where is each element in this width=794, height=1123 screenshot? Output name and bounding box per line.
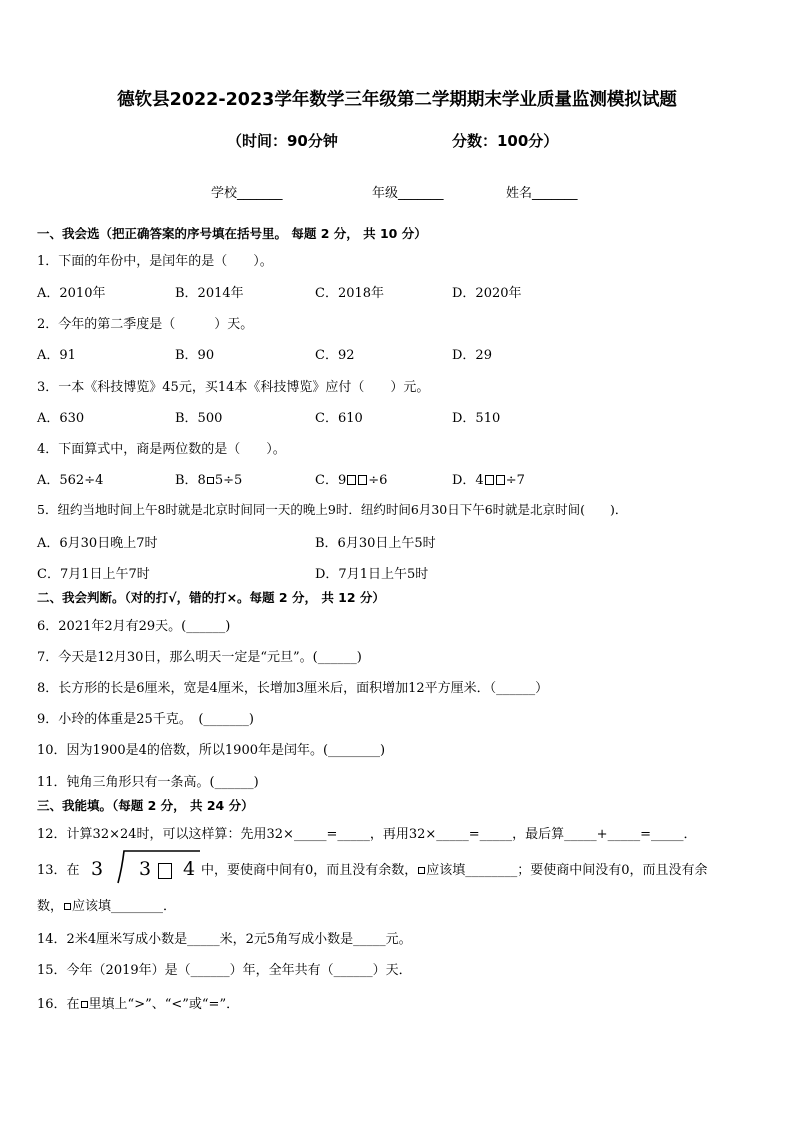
q2-option-b: B．90 <box>175 348 215 363</box>
question-9: 9．小玲的体重是25千克。 (_______) <box>37 712 254 727</box>
question-4: 4．下面算式中，商是两位数的是（ ）。 <box>37 442 286 457</box>
q3-option-b: B．500 <box>175 411 223 426</box>
q5-option-b: B．6月30日上午5时 <box>315 536 436 551</box>
q2-option-d: D．29 <box>452 348 492 363</box>
blank-box-icon <box>64 903 71 910</box>
question-16: 16．在 里填上“>”、“<”或“=”． <box>37 997 240 1012</box>
question-1: 1．下面的年份中，是闰年的是（ ）。 <box>37 254 273 269</box>
q4-option-d: D．4 ÷7 <box>452 473 525 488</box>
dividend-digit-1: 3 <box>139 858 152 880</box>
q5-option-a: A．6月30日晚上7时 <box>37 536 158 551</box>
blank-box-icon <box>418 867 425 874</box>
q1-option-c: C．2018年 <box>315 286 385 301</box>
q1-option-a: A．2010年 <box>37 286 106 301</box>
question-14: 14．2米4厘米写成小数是_____米，2元5角写成小数是_____元。 <box>37 932 412 947</box>
divisor: 3 <box>91 858 104 880</box>
q3-option-a: A．630 <box>37 411 85 426</box>
exam-score: 分数：100分） <box>452 132 559 150</box>
q3-option-d: D．510 <box>452 411 501 426</box>
exam-time: （时间：90分钟 <box>227 132 338 150</box>
school-field: 学校_______ <box>211 186 283 201</box>
question-13-number: 13．在 <box>37 863 80 878</box>
blank-box-icon <box>158 863 172 879</box>
question-10: 10．因为1900是4的倍数，所以1900年是闰年。(________) <box>37 743 386 758</box>
q1-option-d: D．2020年 <box>452 286 522 301</box>
blank-box-icon <box>81 1001 88 1008</box>
blank-box-icon <box>207 477 214 484</box>
q4-option-b: B．8 5÷5 <box>175 473 243 488</box>
question-3: 3．一本《科技博览》45元，买14本《科技博览》应付（ ）元。 <box>37 380 430 395</box>
question-2: 2．今年的第二季度是（ ）天。 <box>37 317 254 332</box>
q4-option-c: C．9 ÷6 <box>315 473 388 488</box>
question-7: 7．今天是12月30日，那么明天一定是“元旦”。(______) <box>37 650 362 665</box>
q1-option-b: B．2014年 <box>175 286 244 301</box>
question-6: 6．2021年2月有29天。(______) <box>37 619 231 634</box>
q5-option-c: C．7月1日上午7时 <box>37 567 150 582</box>
question-13-line1: 中，要使商中间有0，而且没有余数， 应该填________；要使商中间没有0，而且没有余 <box>201 863 708 878</box>
blank-box-icon <box>358 475 367 485</box>
q2-option-c: C．92 <box>315 348 355 363</box>
name-field: 姓名_______ <box>506 186 578 201</box>
grade-field: 年级_______ <box>372 186 444 201</box>
blank-box-icon <box>496 475 505 485</box>
question-15: 15．今年（2019年）是（______）年，全年共有（______）天． <box>37 963 412 978</box>
blank-box-icon <box>485 475 494 485</box>
question-8: 8．长方形的长是6厘米，宽是4厘米，长增加3厘米后，面积增加12平方厘米．（______） <box>37 681 549 696</box>
section-3-heading: 三、我能填。（每题 2 分， 共 24 分） <box>37 798 254 813</box>
blank-box-icon <box>347 475 356 485</box>
q2-option-a: A．91 <box>37 348 76 363</box>
question-11: 11．钝角三角形只有一条高。(______) <box>37 775 259 790</box>
q4-option-a: A．562÷4 <box>37 473 104 488</box>
question-13-line2: 数， 应该填________． <box>37 899 177 914</box>
page-title: 德钦县2022-2023学年数学三年级第二学期期末学业质量监测模拟试题 <box>117 90 677 110</box>
dividend-digit-3: 4 <box>183 858 196 880</box>
question-5: 5．纽约当地时间上午8时就是北京时间同一天的晚上9时．纽约时间6月30日下午6时就是北京时间( )． <box>37 502 628 517</box>
long-division-figure <box>88 850 200 886</box>
q5-option-d: D．7月1日上午5时 <box>315 567 429 582</box>
section-2-heading: 二、我会判断。（对的打√，错的打×。每题 2 分， 共 12 分） <box>37 590 385 605</box>
question-12: 12．计算32×24时，可以这样算：先用32×_____=_____，再用32×_____=_____，最后算_____+_____=_____． <box>37 827 697 842</box>
section-1-heading: 一、我会选（把正确答案的序号填在括号里。 每题 2 分， 共 10 分） <box>37 226 427 241</box>
q3-option-c: C．610 <box>315 411 363 426</box>
